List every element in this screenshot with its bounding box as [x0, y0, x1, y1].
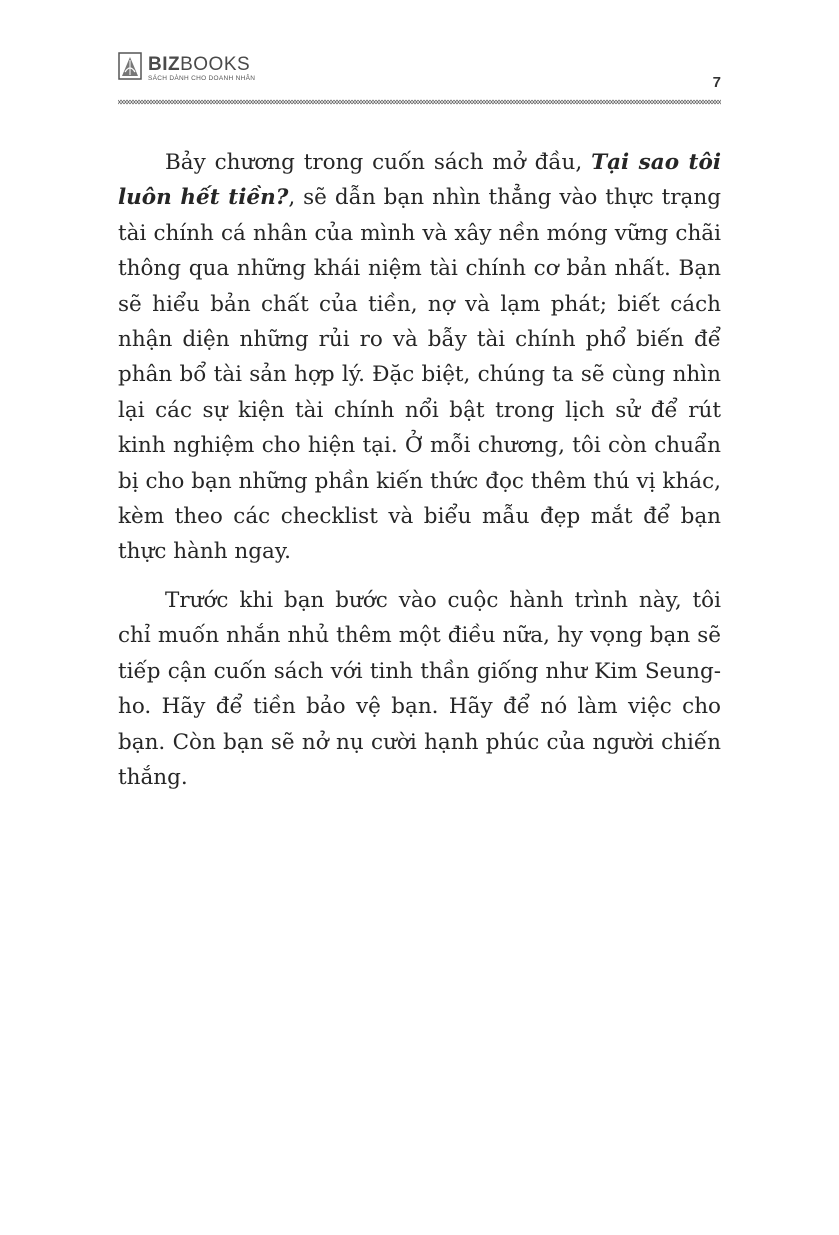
page-number: 7 [712, 74, 721, 91]
brand-tagline: SÁCH DÀNH CHO DOANH NHÂN [148, 75, 256, 82]
paragraph-1: Bảy chương trong cuốn sách mở đầu, Tại sao tôi luôn hết tiền?, sẽ dẫn bạn nhìn thẳng vào thực trạng tài chính cá nhân của mình và xây nền móng vững chãi thông qua những khái niệm tài chính cơ bản nhất. Bạn sẽ hiểu bản chất của tiền, nợ và lạm phát; biết cách nhận diện những rủi ro và bẫy tài chính phổ biến để phân bổ tài sản hợp lý. Đặc biệt, chúng ta sẽ cùng nhìn lại các sự kiện tài chính nổi bật trong lịch sử để rút kinh nghiệm cho hiện tại. Ở mỗi chương, tôi còn chuẩn bị cho bạn những phần kiến thức đọc thêm thú vị khác, kèm theo các checklist và biểu mẫu đẹp mắt để bạn thực hành ngay. [118, 150, 721, 565]
page-body [118, 145, 721, 808]
header-divider [118, 98, 721, 106]
book-leaf-icon [118, 52, 142, 80]
book-title: Tại sao tôi luôn hết tiền? [118, 150, 721, 211]
page-header [118, 52, 721, 108]
publisher-logo [118, 52, 255, 82]
brand-name: BIZBOOKS [148, 54, 251, 75]
paragraph-2: Trước khi bạn bước vào cuộc hành trình này, tôi chỉ muốn nhắn nhủ thêm một điều nữa, hy vọng bạn sẽ tiếp cận cuốn sách với tinh thần giống như Kim Seung-ho. Hãy để tiền bảo vệ bạn. Hãy để nó làm việc cho bạn. Còn bạn sẽ nở nụ cười hạnh phúc của người chiến thắng. [118, 587, 721, 790]
